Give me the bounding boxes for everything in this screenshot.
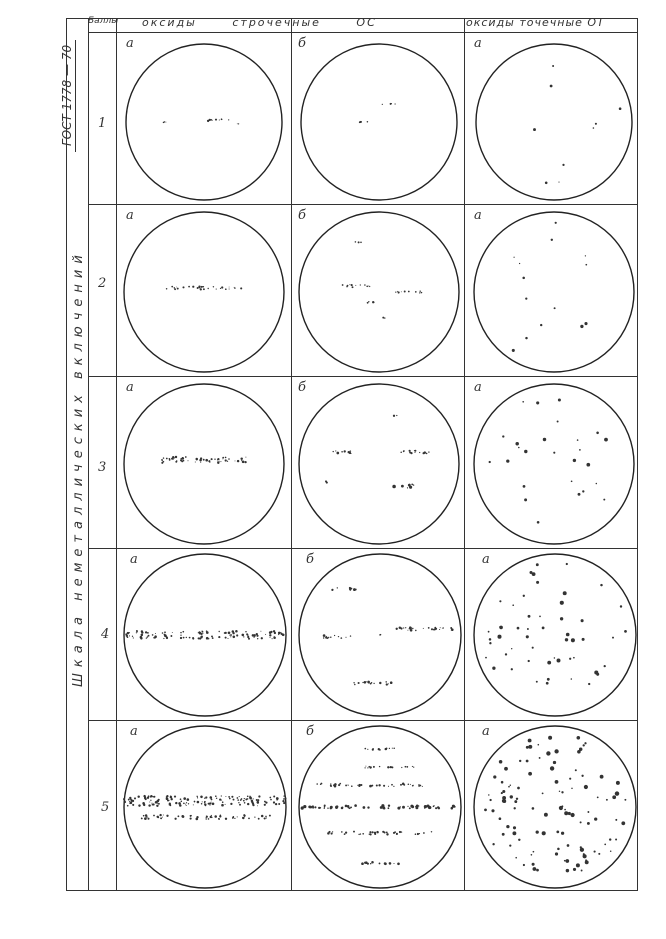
cell-letter-r1c3: а: [474, 36, 482, 51]
cell-letter-r4c1: а: [130, 552, 138, 567]
microscope-field-r1c3: [470, 42, 638, 202]
frame-bottom: [66, 890, 638, 891]
microscope-field-r5c3: [470, 724, 640, 890]
cell-letter-r5c2: б: [306, 724, 314, 739]
header-balls: Баллы: [88, 16, 119, 26]
cell-letter-r2c1: а: [126, 208, 134, 223]
microscope-field-r2c1: [120, 210, 288, 374]
microscope-field-r5c1: [120, 724, 290, 890]
score-4: 4: [101, 627, 110, 642]
microscope-field-r1c2: [295, 42, 463, 202]
cell-letter-r3c2: б: [298, 380, 306, 395]
frame-left: [66, 18, 67, 891]
row-sep-3: [88, 548, 637, 549]
row-sep-4: [88, 720, 637, 721]
row-sep-2: [88, 376, 637, 377]
score-5: 5: [101, 800, 110, 815]
cell-letter-r5c1: а: [130, 724, 138, 739]
cell-letter-r3c3: а: [474, 380, 482, 395]
cell-letter-r4c2: б: [306, 552, 314, 567]
cell-letter-r2c3: а: [474, 208, 482, 223]
score-2: 2: [98, 276, 107, 291]
microscope-field-r4c2: [295, 552, 465, 718]
cell-letter-r2c2: б: [298, 208, 306, 223]
cell-letter-r4c3: а: [482, 552, 490, 567]
divider-col1: [116, 18, 117, 891]
header-stroke-oxides: оксиды строчечные ОС: [142, 16, 377, 29]
microscope-field-r1c1: [120, 42, 288, 202]
scale-title: Шкала неметаллических включений: [71, 249, 86, 687]
microscope-field-r4c1: [120, 552, 290, 718]
standard-underline: [75, 40, 76, 152]
divider-col2: [291, 18, 292, 891]
header-underline: [88, 32, 637, 33]
standard-number: ГОСТ 1778 — 70: [60, 44, 74, 146]
microscope-field-r3c2: [295, 382, 463, 546]
cell-letter-r1c2: б: [298, 36, 306, 51]
cell-letter-r5c3: а: [482, 724, 490, 739]
microscope-field-r3c1: [120, 382, 288, 546]
score-3: 3: [98, 460, 107, 475]
microscope-field-r4c3: [470, 552, 640, 718]
row-sep-1: [88, 204, 637, 205]
microscope-field-r2c2: [295, 210, 463, 374]
header-point-oxides: оксиды точечные ОТ: [466, 16, 605, 29]
microscope-field-r2c3: [470, 210, 638, 374]
microscope-field-r5c2: [295, 724, 465, 890]
score-1: 1: [98, 116, 107, 131]
cell-letter-r3c1: а: [126, 380, 134, 395]
cell-letter-r1c1: а: [126, 36, 134, 51]
microscope-field-r3c3: [470, 382, 638, 546]
